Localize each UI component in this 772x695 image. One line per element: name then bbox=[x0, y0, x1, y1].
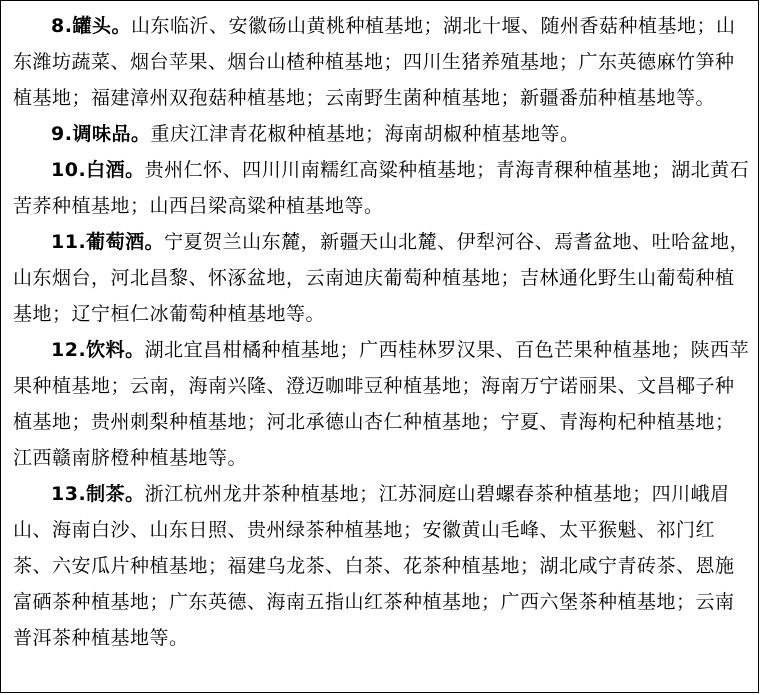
section-text: 山东临沂、安徽砀山黄桃种植基地；湖北十堰、随州香菇种植基地；山东潍坊蔬菜、烟台苹果、烟台山楂种植基地；四川生猪养殖基地；广东英德麻竹笋种植基地；福建漳州双孢菇种植基地；云南野生菌种植基地；新疆番茄种植基地等。 bbox=[13, 15, 736, 109]
section-heading: 10.白酒。 bbox=[51, 159, 145, 181]
section-heading: 12.饮料。 bbox=[51, 339, 145, 361]
section-condiments bbox=[13, 116, 753, 152]
section-text: 浙江杭州龙井茶种植基地；江苏洞庭山碧螺春茶种植基地；四川峨眉山、海南白沙、山东日照、贵州绿茶种植基地；安徽黄山毛峰、太平猴魁、祁门红茶、六安瓜片种植基地；福建乌龙茶、白茶、花茶种植基地；湖北咸宁青砖茶、恩施富硒茶种植基地；广东英德、海南五指山红茶种植基地；广西六堡茶种植基地；云南普洱茶种植基地等。 bbox=[13, 483, 735, 649]
section-heading: 13.制茶。 bbox=[51, 483, 145, 505]
section-wine bbox=[13, 224, 753, 332]
section-beverages bbox=[13, 332, 753, 476]
section-baijiu bbox=[13, 152, 753, 224]
section-tea bbox=[13, 476, 753, 656]
section-heading: 11.葡萄酒。 bbox=[51, 231, 165, 253]
section-text: 重庆江津青花椒种植基地；海南胡椒种植基地等。 bbox=[150, 123, 580, 145]
section-heading: 9.调味品。 bbox=[51, 123, 151, 145]
section-heading: 8.罐头。 bbox=[51, 15, 131, 37]
section-text: 湖北宜昌柑橘种植基地；广西桂林罗汉果、百色芒果种植基地；陕西苹果种植基地；云南，海南兴隆、澄迈咖啡豆种植基地；海南万宁诺丽果、文昌椰子种植基地；贵州刺梨种植基地；河北承德山杏仁种植基地；宁夏、青海枸杞种植基地；江西赣南脐橙种植基地等。 bbox=[13, 339, 750, 469]
document-body bbox=[13, 8, 753, 656]
section-text: 贵州仁怀、四川川南糯红高粱种植基地；青海青稞种植基地；湖北黄石苦荞种植基地；山西吕梁高粱种植基地等。 bbox=[13, 159, 750, 217]
section-canned-food bbox=[13, 8, 753, 116]
section-text: 宁夏贺兰山东麓，新疆天山北麓、伊犁河谷、焉耆盆地、吐哈盆地，山东烟台，河北昌黎、怀涿盆地，云南迪庆葡萄种植基地；吉林通化野生山葡萄种植基地；辽宁桓仁冰葡萄种植基地等。 bbox=[13, 231, 750, 325]
